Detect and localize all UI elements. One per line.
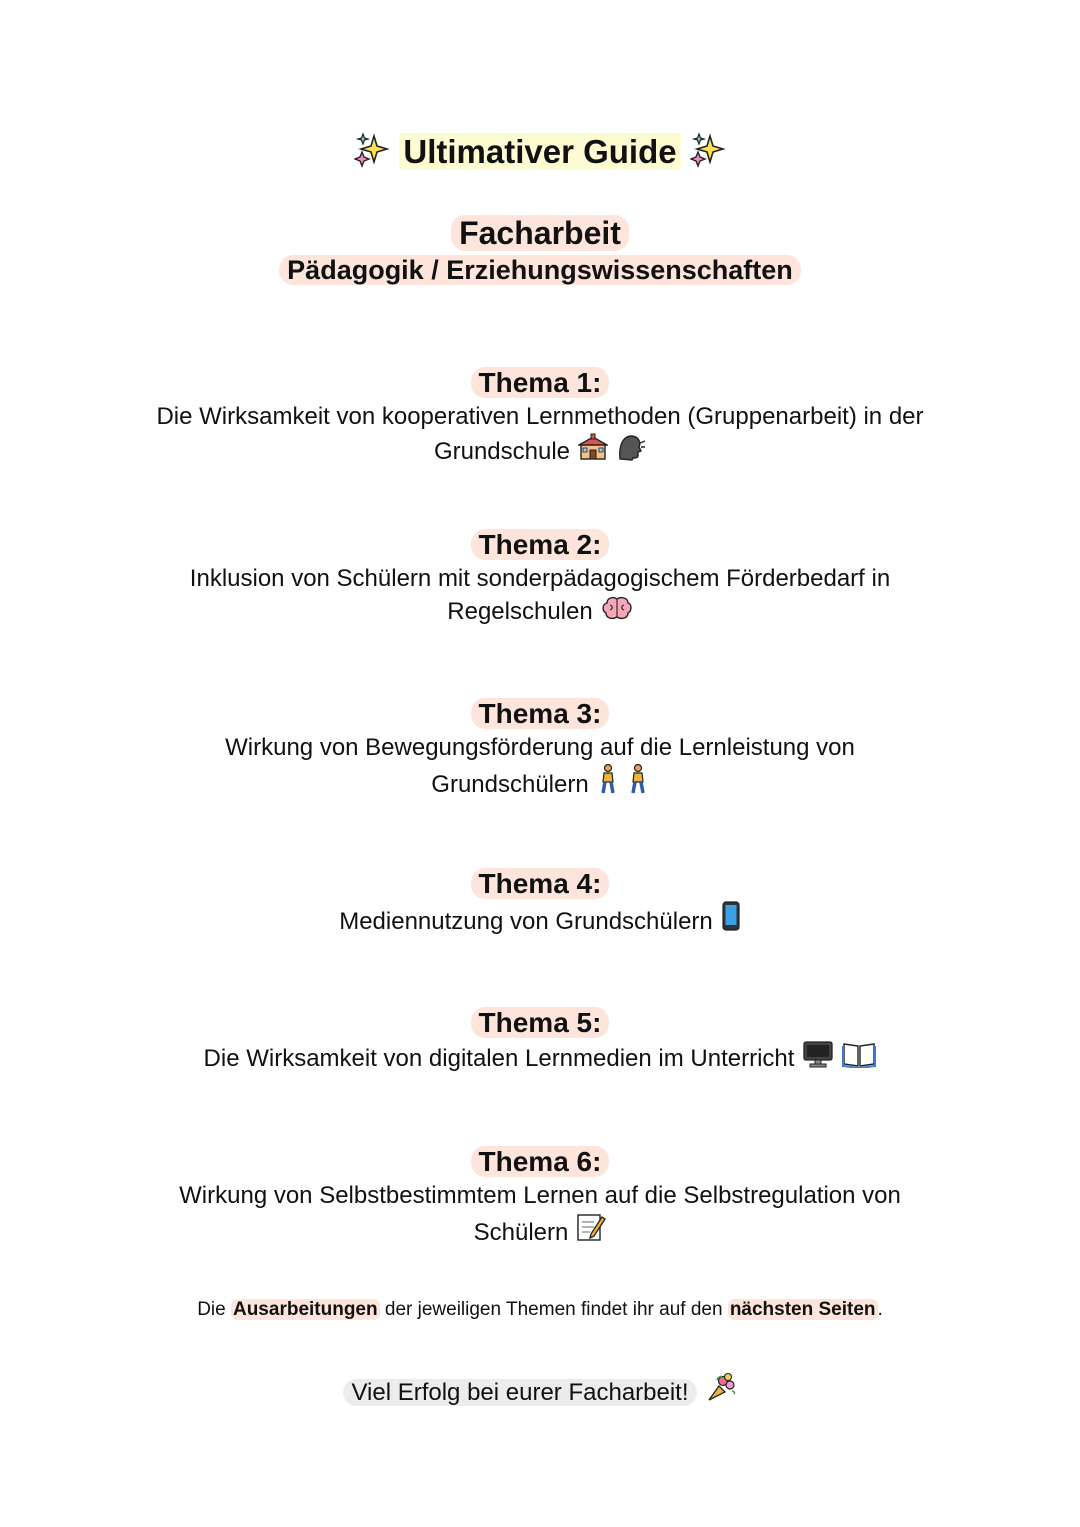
sparkles-icon	[354, 133, 399, 170]
topic-line: Regelschulen	[447, 598, 593, 625]
topic-line: Grundschule	[433, 438, 571, 465]
desktop-computer-icon	[802, 1040, 834, 1068]
topic-5	[90, 1006, 990, 1075]
mobile-phone-icon	[721, 901, 741, 931]
topic-line: Schülern	[473, 1219, 569, 1246]
closing-line	[0, 1372, 1080, 1410]
subheading-text: Pädagogik / Erziehungswissenschaften	[279, 255, 801, 285]
school-icon	[578, 433, 608, 461]
open-book-icon	[842, 1040, 876, 1068]
topic-text	[90, 1040, 990, 1075]
speaking-head-icon	[616, 433, 646, 461]
topic-line: Wirkung von Bewegungsförderung auf die Lernleistung von	[225, 734, 855, 761]
footer-note-text: .	[877, 1299, 883, 1320]
document-subheading	[0, 252, 1080, 288]
topic-6	[90, 1145, 990, 1249]
topic-label: Thema 3:	[471, 698, 610, 729]
closing-text: Viel Erfolg bei eurer Facharbeit!	[343, 1379, 696, 1406]
title-text: Ultimativer Guide	[399, 133, 680, 170]
document-heading	[0, 212, 1080, 254]
guide-title	[0, 128, 1080, 176]
topic-text	[90, 901, 990, 938]
topic-line: Die Wirksamkeit von digitalen Lernmedien im Unterricht	[203, 1045, 795, 1072]
sparkles-icon	[681, 133, 726, 170]
topic-1	[90, 366, 990, 468]
topic-label: Thema 6:	[471, 1146, 610, 1177]
footer-note-bold: Ausarbeitungen	[232, 1299, 378, 1320]
topic-line: Inklusion von Schülern mit sonderpädagogischem Förderbedarf in	[189, 565, 891, 592]
topic-label: Thema 5:	[471, 1007, 610, 1038]
footer-note	[0, 1297, 1080, 1323]
topic-3	[90, 697, 990, 801]
heading-text: Facharbeit	[451, 215, 629, 251]
footer-note-text: der jeweiligen Themen findet ihr auf den	[379, 1299, 728, 1320]
topic-line: Wirkung von Selbstbestimmtem Lernen auf die Selbstregulation von	[179, 1182, 901, 1209]
memo-icon	[576, 1212, 606, 1242]
footer-note-bold: nächsten Seiten	[729, 1299, 876, 1320]
topic-text	[90, 731, 990, 801]
footer-note-text: Die	[197, 1299, 231, 1320]
topic-label: Thema 4:	[471, 868, 610, 899]
topic-4	[90, 867, 990, 938]
bouquet-icon	[705, 1372, 737, 1402]
topic-line: Mediennutzung von Grundschülern	[339, 908, 713, 935]
person-walking-icon	[597, 764, 619, 794]
topic-2	[90, 528, 990, 628]
topic-text	[90, 562, 990, 628]
brain-icon	[601, 595, 633, 621]
topic-line: Grundschülern	[431, 771, 589, 798]
topic-text	[90, 1179, 990, 1249]
person-walking-icon	[627, 764, 649, 794]
topic-label: Thema 1:	[471, 367, 610, 398]
topic-label: Thema 2:	[471, 529, 610, 560]
topic-text	[90, 400, 990, 468]
topic-line: Die Wirksamkeit von kooperativen Lernmethoden (Gruppenarbeit) in der	[156, 403, 924, 430]
